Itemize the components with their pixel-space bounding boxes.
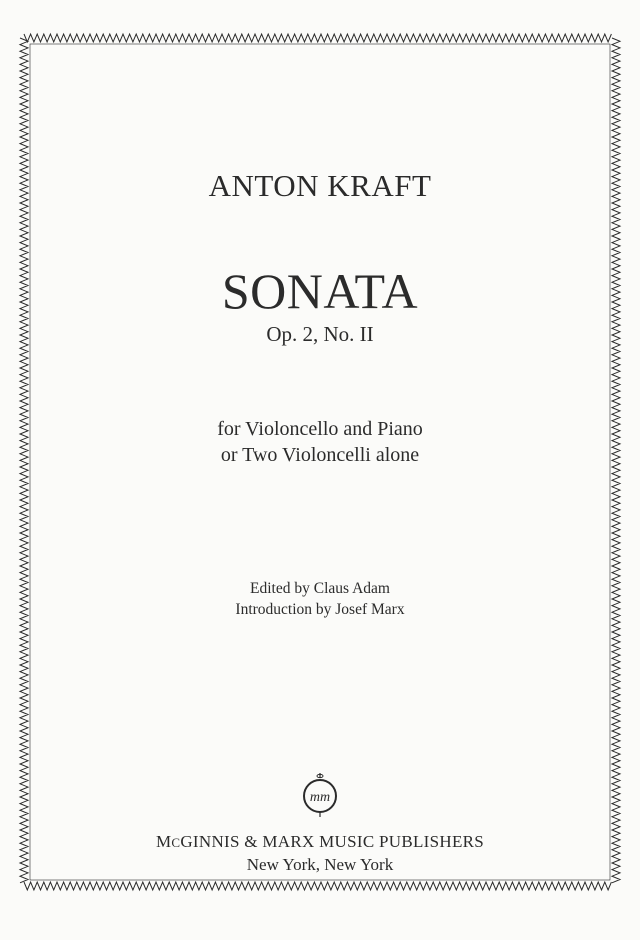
opus-number: Op. 2, No. II <box>266 322 374 346</box>
instrumentation-line-2: or Two Violoncelli alone <box>220 444 420 466</box>
work-title: SONATA <box>221 263 419 319</box>
mm-monogram-icon <box>300 772 340 818</box>
introduction-credit: Introduction by Josef Marx <box>235 601 405 618</box>
logo-monogram: mm <box>309 790 331 805</box>
publisher-name <box>0 832 640 852</box>
instrumentation-line-1: for Violoncello and Piano <box>217 418 423 440</box>
publisher-city: New York, New York <box>246 855 394 874</box>
publisher-name-rest: GINNIS & MARX MUSIC PUBLISHERS <box>180 832 485 851</box>
publisher-name-lead: M <box>155 832 172 851</box>
publisher-name-small-c: C <box>171 835 181 850</box>
editor-credit: Edited by Claus Adam <box>250 580 390 597</box>
composer-name: ANTON KRAFT <box>208 168 432 203</box>
